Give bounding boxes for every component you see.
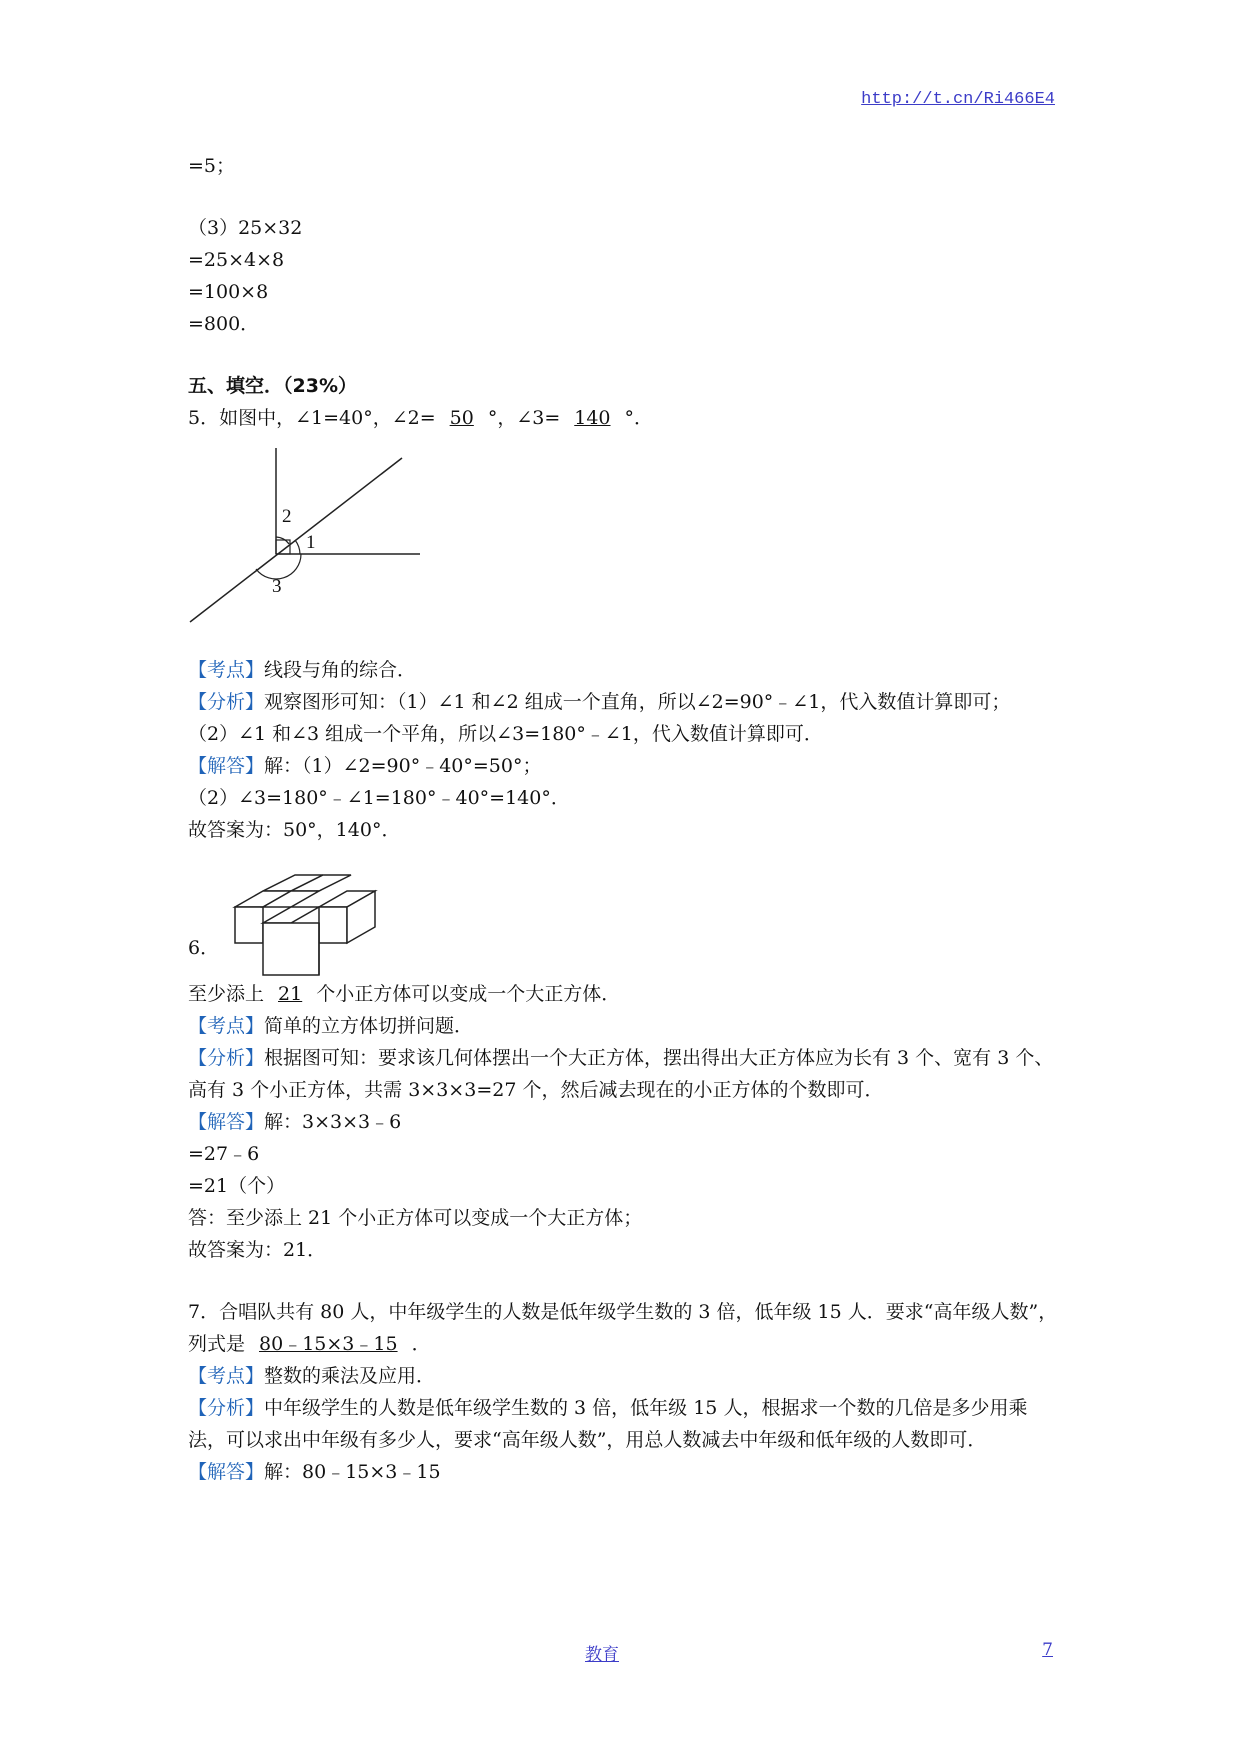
q6-step: =27﹣6: [188, 1143, 260, 1165]
jieda-text: 解：80﹣15×3﹣15: [264, 1461, 441, 1483]
footer-link[interactable]: 教育: [585, 1645, 619, 1665]
cubes-figure: [231, 873, 401, 978]
q6-step: =21（个）: [188, 1175, 286, 1197]
jieda-tag: 【解答】: [188, 1111, 265, 1133]
q6-kaodian: [188, 1010, 1058, 1042]
intro-line: =5；: [188, 155, 236, 177]
q7-suffix: ．: [411, 1333, 431, 1355]
angle-label-3: 3: [272, 576, 282, 597]
kaodian-tag: 【考点】: [188, 1365, 265, 1387]
q6-step: 故答案为：21．: [188, 1239, 327, 1261]
fenxi-tag: 【分析】: [188, 1397, 265, 1419]
q7-kaodian: [188, 1360, 1058, 1392]
fenxi-text: 观察图形可知：（1）∠1 和∠2 组成一个直角，所以∠2=90°﹣∠1，代入数值计算即可；: [264, 691, 1011, 713]
part3-line: （3）25×32: [188, 217, 303, 239]
q5-blank-2: 140: [574, 407, 611, 429]
q5-prefix: 5．如图中，∠1=40°，∠2=: [188, 407, 436, 429]
jieda-tag: 【解答】: [188, 755, 265, 777]
angle-figure: [188, 440, 428, 650]
q5-answer: 故答案为：50°，140°．: [188, 819, 401, 841]
angle-1-arc: [295, 540, 300, 554]
jieda-text: 解：（1）∠2=90°﹣40°=50°；: [264, 755, 542, 777]
q6-fenxi: [188, 1042, 1058, 1106]
q6-question: [188, 978, 1058, 1010]
q5-mid: °，∠3=: [487, 407, 561, 429]
q5-fenxi: [188, 686, 1058, 718]
q6-step: 答：至少添上 21 个小正方体可以变成一个大正方体；: [188, 1207, 643, 1229]
kaodian-text: 简单的立方体切拼问题．: [264, 1015, 474, 1037]
fenxi-text: 根据图可知：要求该几何体摆出一个大正方体，摆出得出大正方体应为长有 3 个、宽有 3 个、高有 3 个小正方体，共需 3×3×3=27 个，然后减去现在的小正方体的个数即可．: [188, 1047, 1054, 1101]
section-title: 五、填空．（23%）: [188, 375, 357, 397]
cube-outlines: [235, 875, 375, 975]
angle-label-2: 2: [282, 506, 292, 527]
q6-jieda: [188, 1106, 1058, 1138]
kaodian-text: 整数的乘法及应用．: [264, 1365, 436, 1387]
q6-prefix: 至少添上: [188, 983, 265, 1005]
kaodian-tag: 【考点】: [188, 1015, 265, 1037]
part3-line: =25×4×8: [188, 249, 285, 271]
q6-number: 6．: [188, 937, 220, 959]
q7-prefix: 7．合唱队共有 80 人，中年级学生的人数是低年级学生数的 3 倍，低年级 15 人．要求“高年级人数”，列式是: [188, 1301, 1058, 1355]
q7-question: [188, 1296, 1058, 1360]
fenxi-text: 中年级学生的人数是低年级学生数的 3 倍，低年级 15 人，根据求一个数的几倍是多少用乘法，可以求出中年级有多少人，要求“高年级人数”，用总人数减去中年级和低年级的人数即可．: [188, 1397, 1028, 1451]
q6-blank: 21: [278, 983, 303, 1005]
part3-line: =100×8: [188, 281, 269, 303]
kaodian-tag: 【考点】: [188, 659, 265, 681]
q5-jieda: [188, 750, 1058, 782]
q5-kaodian: [188, 654, 1058, 686]
q7-blank: 80﹣15×3﹣15: [259, 1333, 398, 1355]
part3-line: =800．: [188, 313, 260, 335]
jieda-text: 解：3×3×3﹣6: [264, 1111, 402, 1133]
fenxi-tag: 【分析】: [188, 1047, 265, 1069]
q5-jieda-2: （2）∠3=180°﹣∠1=180°﹣40°=140°．: [188, 787, 570, 809]
angle-label-1: 1: [306, 532, 316, 553]
jieda-tag: 【解答】: [188, 1461, 265, 1483]
header-link[interactable]: http://t.cn/Ri466E4: [861, 90, 1055, 109]
diagonal-line: [190, 458, 402, 622]
page-number[interactable]: 7: [1042, 1640, 1053, 1660]
q6-suffix: 个小正方体可以变成一个大正方体．: [316, 983, 621, 1005]
q5-blank-1: 50: [449, 407, 474, 429]
fenxi-tag: 【分析】: [188, 691, 265, 713]
q7-fenxi: [188, 1392, 1058, 1456]
q6-figure-row: [188, 868, 1058, 978]
q5-question: [188, 402, 1058, 434]
q5-fenxi-2: （2）∠1 和∠3 组成一个平角，所以∠3=180°﹣∠1，代入数值计算即可．: [188, 723, 823, 745]
content: [188, 150, 1058, 1488]
kaodian-text: 线段与角的综合．: [264, 659, 417, 681]
q7-jieda: [188, 1456, 1058, 1488]
q5-suffix: °．: [624, 407, 654, 429]
